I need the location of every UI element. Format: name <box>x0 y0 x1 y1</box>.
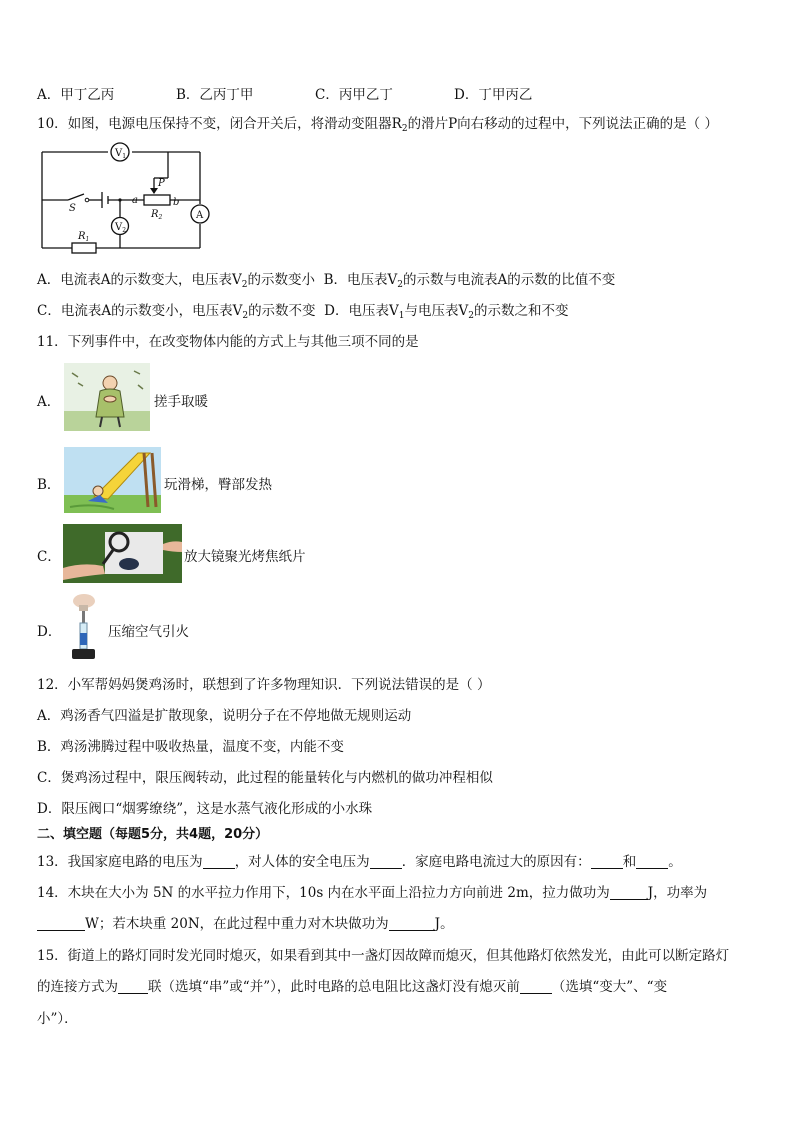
q12-stem: 12．小军帮妈妈煲鸡汤时，联想到了许多物理知识．下列说法错误的是（ ） <box>37 677 491 693</box>
q12-option-c: C．煲鸡汤过程中，限压阀转动，此过程的能量转化与内燃机的做功冲程相似 <box>37 770 493 786</box>
r2-label: $R_2$ <box>151 209 163 221</box>
q14-line-2: W；若木块重 20N，在此过程中重力对木块做功为 J。 <box>37 915 454 933</box>
ammeter-label: A <box>196 210 204 221</box>
q11-option-b-letter: B． <box>37 477 61 493</box>
q11-option-d-caption: 压缩空气引火 <box>108 624 189 640</box>
q9-option-c: C．丙甲乙丁 <box>315 87 393 103</box>
terminal-b-label: b <box>173 197 180 208</box>
switch-label: S <box>69 203 76 214</box>
q9-option-b: B．乙丙丁甲 <box>176 87 254 103</box>
q10-stem: 10．如图，电源电压保持不变，闭合开关后，将滑动变阻器$R_2$的滑片P向右移动的过程中，下列说法正确的是（ ） <box>37 116 718 134</box>
circuit-diagram <box>38 142 210 254</box>
slide-picture <box>64 447 161 513</box>
slider-label: P <box>158 178 165 189</box>
q15-line-1: 15．街道上的路灯同时发光同时熄灭，如果看到其中一盏灯因故障而熄灭，但其他路灯依然发光，由此可以断定路灯 <box>37 948 730 964</box>
q10-options-ab: A．电流表A的示数变大，电压表$V_2$的示数变小 B．电压表$V_2$的示数与电流表A的示数的比值不变 <box>37 272 616 290</box>
magnifier-picture <box>63 524 182 583</box>
q11-option-a-caption: 搓手取暖 <box>154 394 208 410</box>
q9-option-a: A．甲丁乙丙 <box>37 87 115 103</box>
r1-label: $R_1$ <box>78 231 90 243</box>
q11-option-c-letter: C． <box>37 549 61 565</box>
q11-option-d-letter: D． <box>37 624 62 640</box>
q15-blank-1[interactable] <box>118 979 148 994</box>
q11-stem: 11．下列事件中，在改变物体内能的方式上与其他三项不同的是 <box>37 334 419 350</box>
q14-blank-2[interactable] <box>37 916 85 931</box>
v2-label: $V_2$ <box>115 222 127 234</box>
q11-option-b-caption: 玩滑梯，臀部发热 <box>164 477 272 493</box>
q11-option-a-letter: A． <box>37 394 61 410</box>
q15-line-2: 的连接方式为 联（选填“串”或“并”），此时电路的总电阻比这盏灯没有熄灭前 （选填“变大”、“变 <box>37 979 668 995</box>
q12-option-b: B．鸡汤沸腾过程中吸收热量，温度不变，内能不变 <box>37 739 344 755</box>
q14-blank-1[interactable] <box>610 885 648 900</box>
v1-label: $V_1$ <box>115 148 127 160</box>
q13-blank-3[interactable] <box>591 854 623 869</box>
q13-blank-1[interactable] <box>203 854 235 869</box>
q14-blank-3[interactable] <box>389 916 435 931</box>
terminal-a-label: a <box>132 195 138 206</box>
q14-line-1: 14．木块在大小为 5N 的水平拉力作用下，10s 内在水平面上沿拉力方向前进 2m，拉力做功为 J，功率为 <box>37 885 708 901</box>
q10-options-cd: C．电流表A的示数变小，电压表$V_2$的示数不变 D．电压表$V_1$与电压表$V_2$的示数之和不变 <box>37 303 569 321</box>
fire-syringe-picture <box>64 593 104 661</box>
q13-text: 13．我国家庭电路的电压为 ，对人体的安全电压为 ．家庭电路电流过大的原因有： 和 。 <box>37 854 682 870</box>
rubbing-hands-picture <box>64 363 150 431</box>
q9-option-d: D．丁甲丙乙 <box>454 87 533 103</box>
q11-option-c-caption: 放大镜聚光烤焦纸片 <box>184 549 306 565</box>
q12-option-a: A．鸡汤香气四溢是扩散现象，说明分子在不停地做无规则运动 <box>37 708 412 724</box>
q13-blank-2[interactable] <box>370 854 402 869</box>
section-heading: 二、填空题（每题5分，共4题，20分） <box>37 827 269 842</box>
q15-blank-2[interactable] <box>520 979 552 994</box>
q13-blank-4[interactable] <box>636 854 668 869</box>
q12-option-d: D．限压阀口“烟雾缭绕”，这是水蒸气液化形成的小水珠 <box>37 801 373 817</box>
q15-line-3: 小”）． <box>37 1011 78 1027</box>
